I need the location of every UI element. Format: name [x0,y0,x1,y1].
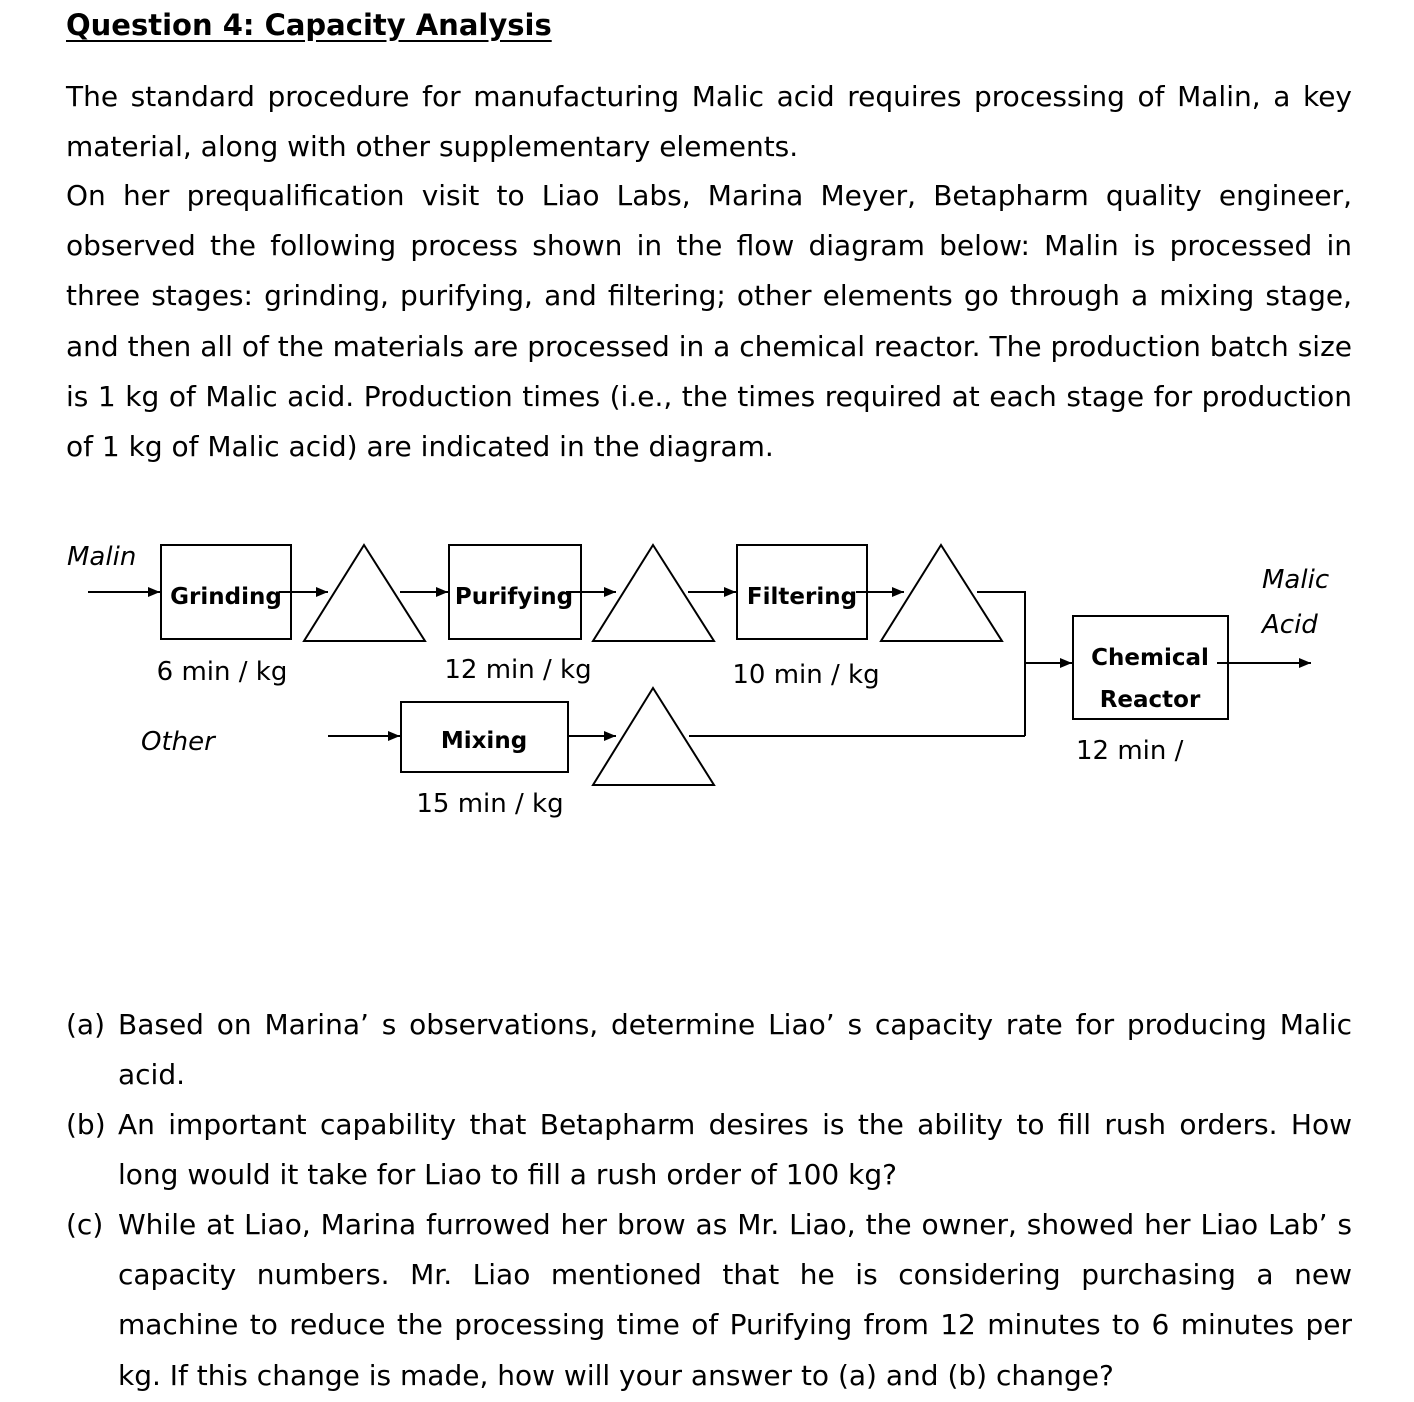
chemical-reactor-label-line2: Reactor [1099,687,1201,713]
question-a-text: Based on Marina’ s observations, determine Liao’ s capacity rate for producing Malic acid. [118,1008,1352,1092]
question-b-label: (b) [66,1108,106,1141]
purifying-label: Purifying [454,584,574,610]
filtering-time: 10 min / kg [732,660,880,690]
question-a [66,1000,1352,1100]
question-c [66,1200,1352,1401]
purifying-time: 12 min / kg [444,655,592,685]
grinding-label: Grinding [170,584,282,610]
mixing-time: 15 min / kg [416,789,564,819]
output-acid-label: Acid [1262,610,1318,640]
process-flow-diagram [0,520,1414,820]
intro-paragraph: The standard procedure for manufacturing Malic acid requires processing of Malin, a key material, along with other supplementary elements. [66,80,1352,164]
chemical-reactor-time: 12 min / [1076,736,1184,766]
question-a-label: (a) [66,1008,106,1041]
input-other-label: Other [141,727,215,757]
question-c-text: While at Liao, Marina furrowed her brow as Mr. Liao, the owner, showed her Liao Lab’ s capacity numbers. Mr. Liao mentioned that he is considering purchasing a new machine to reduce the processing time of Purifying from 12 minutes to 6 minutes per kg. If this change is made, how will your answer to (a) and (b) change? [118,1208,1352,1392]
question-c-label: (c) [66,1208,104,1241]
question-title: Question 4: Capacity Analysis [66,8,552,42]
input-malin-label: Malin [67,542,137,572]
grinding-time: 6 min / kg [156,657,288,687]
filtering-label: Filtering [746,584,858,610]
question-b-text: An important capability that Betapharm desires is the ability to fill rush orders. How long would it take for Liao to fill a rush order of 100 kg? [118,1108,1352,1192]
mixing-label: Mixing [440,728,528,754]
observation-paragraph: On her prequalification visit to Liao Labs, Marina Meyer, Betapharm quality engineer, observed the following process shown in the flow diagram below: Malin is processed in three stages: grinding, purifying, and filtering; other elements go through a mixing stage, and then all of the materials are processed in a chemical reactor. The production batch size is 1 kg of Malic acid. Production times (i.e., the times required at each stage for production of 1 kg of Malic acid) are indicated in the diagram. [66,179,1352,464]
output-malic-label: Malic [1262,565,1330,595]
chemical-reactor-label-line1: Chemical [1091,645,1209,671]
question-b [66,1100,1352,1200]
